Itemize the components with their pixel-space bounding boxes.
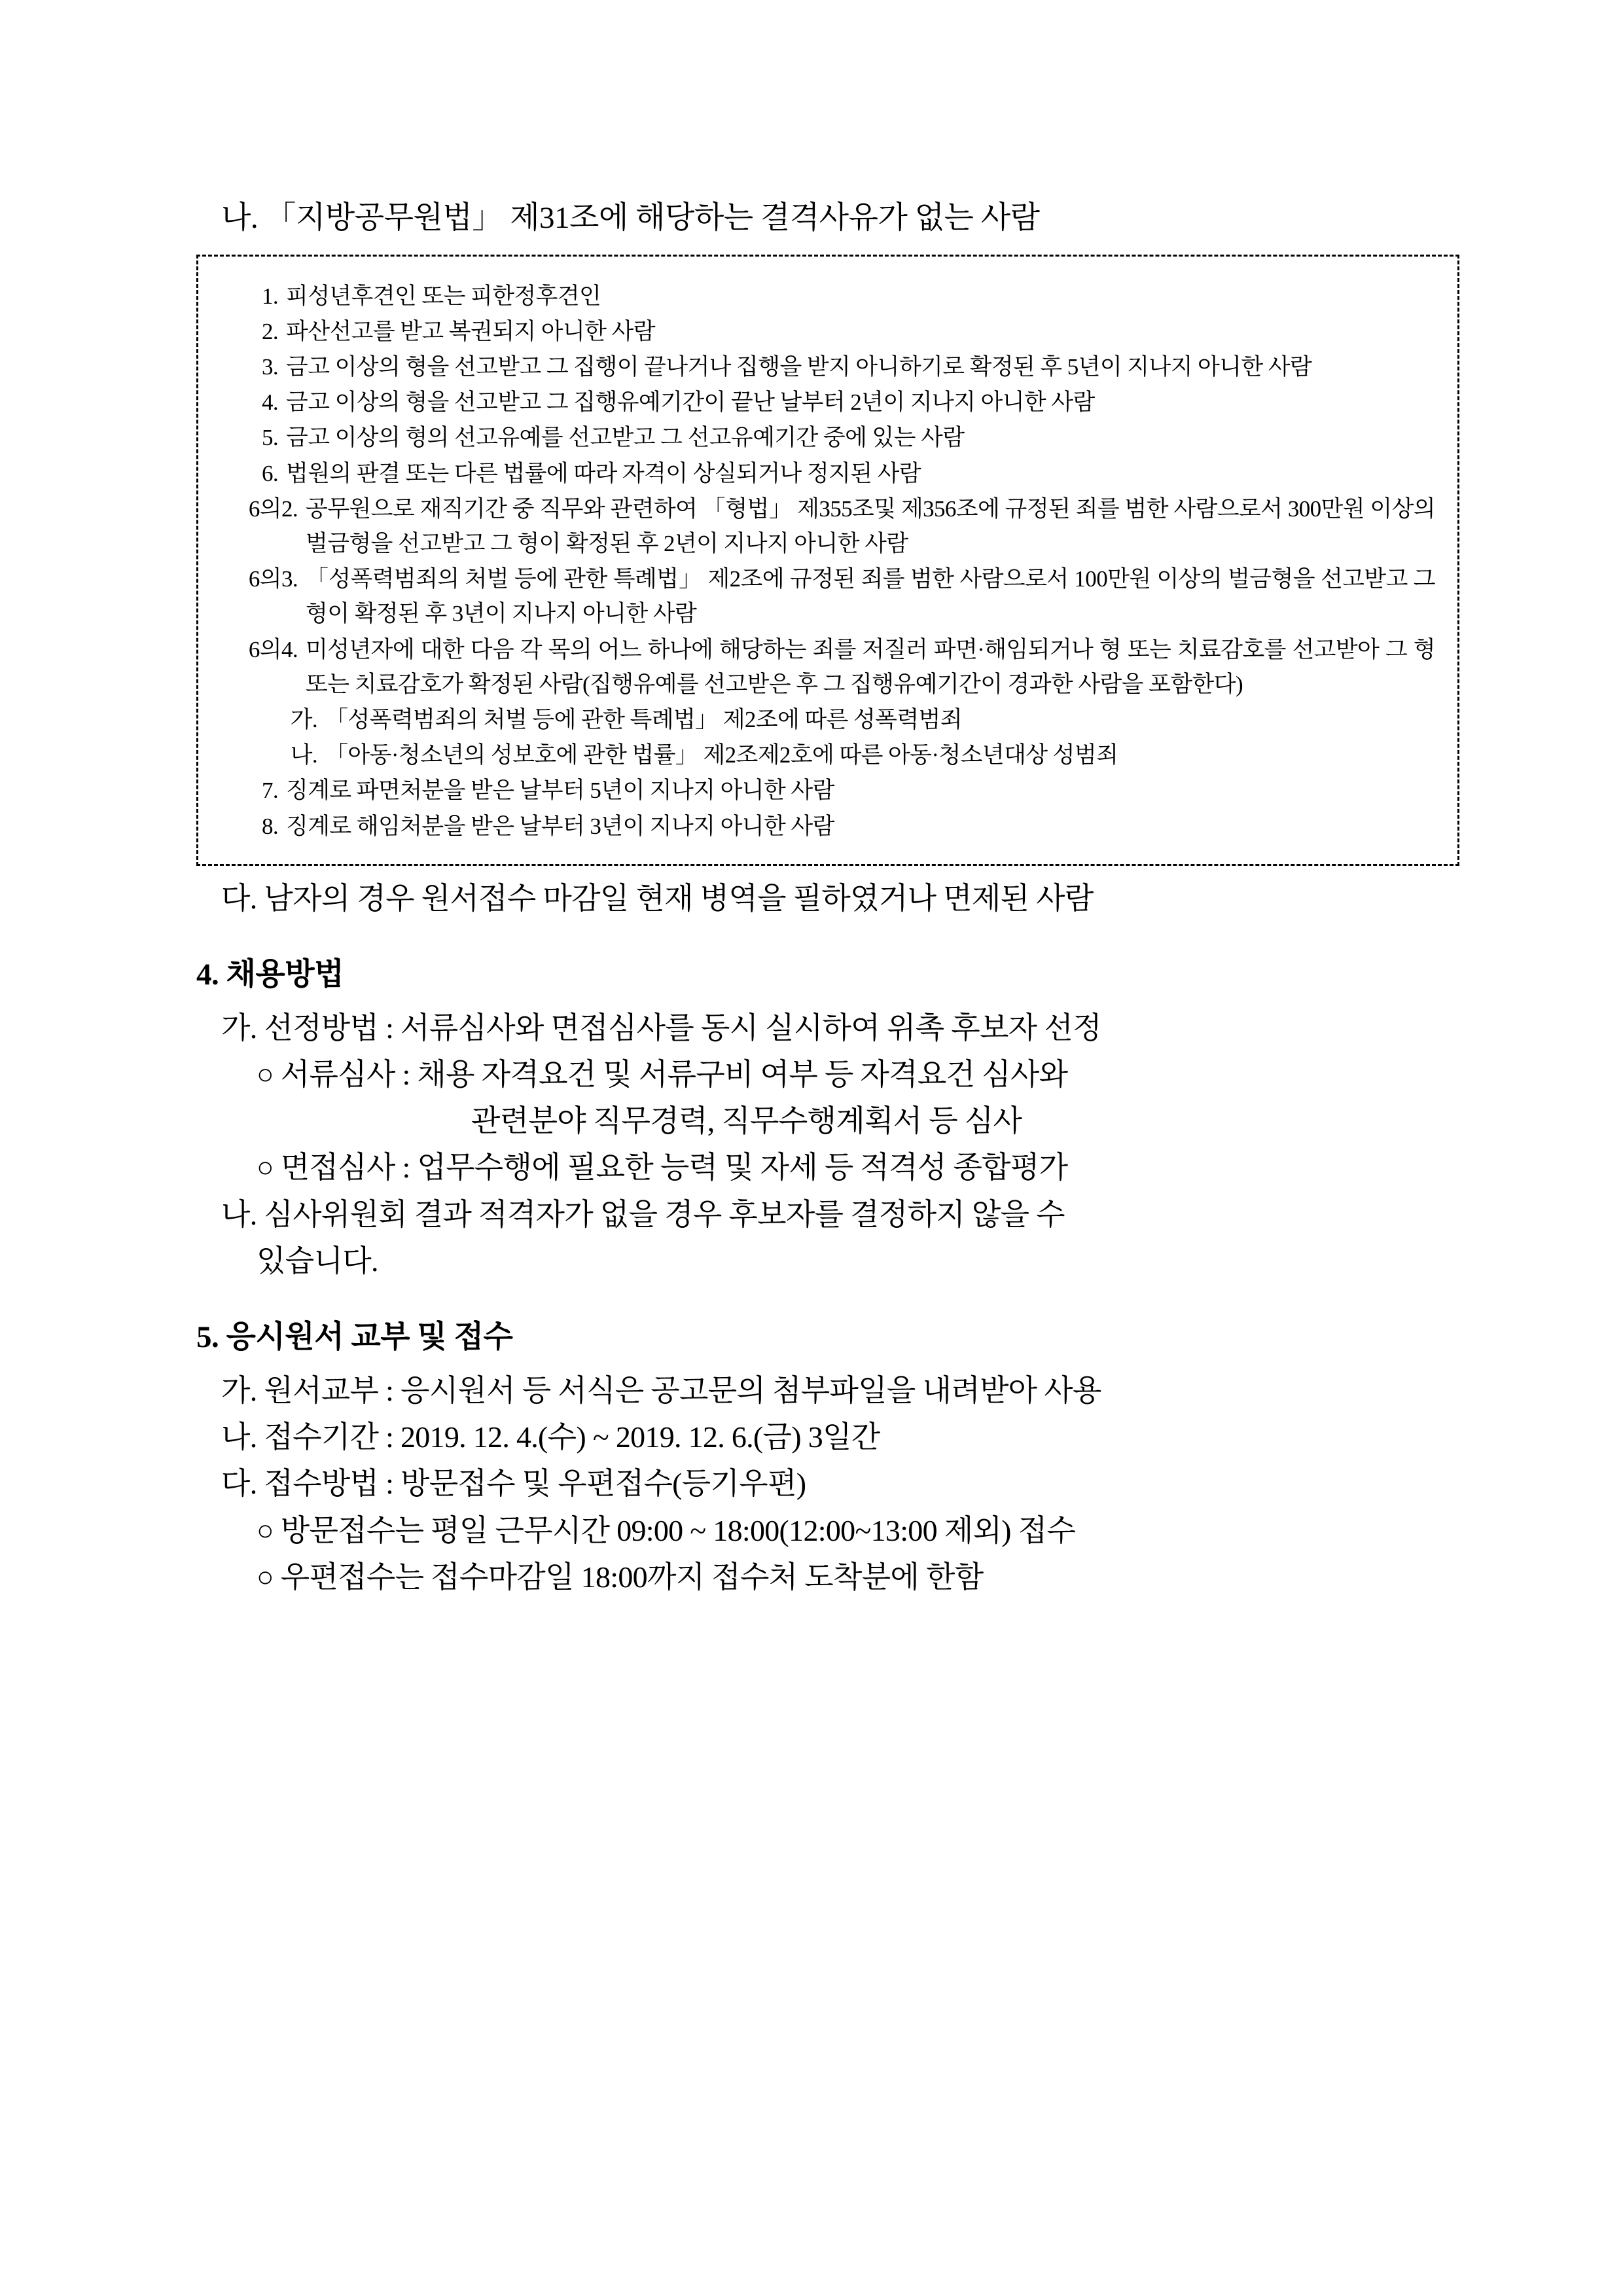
item-number: 5. xyxy=(261,425,278,451)
item-number: 6의3. xyxy=(248,566,298,592)
section-4-bullet-1-line-1 xyxy=(196,1051,1459,1098)
item-number: 1. xyxy=(261,283,278,309)
list-item xyxy=(227,456,1435,491)
item-text: 피성년후견인 또는 피한정후견인 xyxy=(286,283,601,309)
circle-bullet-icon: ○ xyxy=(257,1058,274,1090)
section-5-item-a: 가. 원서교부 : 응시원서 등 서식은 공고문의 첨부파일을 내려받아 사용 xyxy=(221,1373,1101,1407)
list-item xyxy=(227,562,1435,631)
list-item xyxy=(227,773,1435,808)
item-number: 7. xyxy=(261,778,278,804)
item-number: 4. xyxy=(261,389,278,416)
item-text: 금고 이상의 형의 선고유예를 선고받고 그 선고유예기간 중에 있는 사람 xyxy=(286,425,965,451)
item-text: 징계로 파면처분을 받은 날부터 5년이 지나지 아니한 사람 xyxy=(286,778,834,804)
item-number: 6. xyxy=(261,460,278,486)
list-item xyxy=(227,738,1435,772)
section-5-bullet-1 xyxy=(196,1507,1459,1554)
bullet-text: 방문접수는 평일 근무시간 09:00 ~ 18:00(12:00~13:00 제외) 접수 xyxy=(280,1513,1076,1547)
list-item xyxy=(227,809,1435,844)
circle-bullet-icon: ○ xyxy=(257,1514,274,1547)
eligibility-heading: 나. 「지방공무원법」 제31조에 해당하는 결격사유가 없는 사람 xyxy=(221,201,1040,235)
circle-bullet-icon: ○ xyxy=(257,1151,274,1184)
section-4-item-b-line-1: 나. 심사위원회 결과 적격자가 없을 경우 후보자를 결정하지 않을 수 xyxy=(221,1197,1065,1231)
section-4-bullet-2 xyxy=(196,1144,1459,1191)
item-number: 가. xyxy=(290,706,317,732)
bullet-text: 우편접수는 접수마감일 18:00까지 접수처 도착분에 한함 xyxy=(280,1560,984,1594)
bullet-text: 서류심사 : 채용 자격요건 및 서류구비 여부 등 자격요건 심사와 xyxy=(280,1057,1068,1091)
item-number: 2. xyxy=(261,318,278,344)
list-item xyxy=(227,279,1435,314)
list-item xyxy=(227,632,1435,702)
item-text: 「아동·청소년의 성보호에 관한 법률」 제2조제2호에 따른 아동·청소년대상 성범죄 xyxy=(325,742,1118,768)
item-text: 금고 이상의 형을 선고받고 그 집행유예기간이 끝난 날부터 2년이 지나지 아니한 사람 xyxy=(286,389,1095,416)
list-item xyxy=(227,385,1435,420)
section-5-item-b: 나. 접수기간 : 2019. 12. 4.(수) ~ 2019. 12. 6.(금) 3일간 xyxy=(221,1420,880,1454)
section-5-bullet-2 xyxy=(196,1554,1459,1600)
item-number: 6의4. xyxy=(248,636,298,662)
list-item xyxy=(227,420,1435,455)
item-number: 3. xyxy=(261,354,278,380)
section-5-title: 5. 응시원서 교부 및 접수 xyxy=(196,1320,513,1355)
list-item xyxy=(227,350,1435,384)
disqualification-box xyxy=(196,255,1459,866)
item-number: 6의2. xyxy=(248,495,298,522)
item-text: 「성폭력범죄의 처벌 등에 관한 특례법」 제2조에 따른 성폭력범죄 xyxy=(325,706,963,732)
list-item xyxy=(227,314,1435,349)
item-text: 공무원으로 재직기간 중 직무와 관련하여 「형법」 제355조및 제356조에 규정된 죄를 범한 사람으로서 300만원 이상의 벌금형을 선고받고 그 형이 확정된 후 2년이 지나지 아니한 사람 xyxy=(306,495,1435,557)
section-4-bullet-1-line-2: 관련분야 직무경력, 직무수행계획서 등 심사 xyxy=(471,1104,1022,1138)
section-4-item-a: 가. 선정방법 : 서류심사와 면접심사를 동시 실시하여 위촉 후보자 선정 xyxy=(221,1011,1101,1045)
item-text: 징계로 해임처분을 받은 날부터 3년이 지나지 아니한 사람 xyxy=(286,813,834,839)
military-service-clause: 다. 남자의 경우 원서접수 마감일 현재 병역을 필하였거나 면제된 사람 xyxy=(221,881,1094,915)
list-item xyxy=(227,492,1435,561)
item-text: 법원의 판결 또는 다른 법률에 따라 자격이 상실되거나 정지된 사람 xyxy=(286,460,921,486)
item-text: 금고 이상의 형을 선고받고 그 집행이 끝나거나 집행을 받지 아니하기로 확정된 후 5년이 지나지 아니한 사람 xyxy=(286,354,1312,380)
item-text: 파산선고를 받고 복권되지 아니한 사람 xyxy=(286,318,655,344)
section-4-item-b-line-2: 있습니다. xyxy=(257,1244,378,1278)
section-5-item-c: 다. 접수방법 : 방문접수 및 우편접수(등기우편) xyxy=(221,1467,806,1501)
bullet-text: 면접심사 : 업무수행에 필요한 능력 및 자세 등 적격성 종합평가 xyxy=(280,1151,1068,1185)
item-text: 미성년자에 대한 다음 각 목의 어느 하나에 해당하는 죄를 저질러 파면·해임되거나 형 또는 치료감호를 선고받아 그 형 또는 치료감호가 확정된 사람(집행유예를 선고받은 후 그 집행유예기간이 경과한 사람을 포함한다) xyxy=(306,636,1435,697)
list-item xyxy=(227,702,1435,737)
item-number: 나. xyxy=(290,742,317,768)
item-text: 「성폭력범죄의 처벌 등에 관한 특례법」 제2조에 규정된 죄를 범한 사람으로서 100만원 이상의 벌금형을 선고받고 그 형이 확정된 후 3년이 지나지 아니한 사람 xyxy=(306,566,1435,627)
circle-bullet-icon: ○ xyxy=(257,1561,274,1593)
item-number: 8. xyxy=(261,813,278,839)
section-4-title: 4. 채용방법 xyxy=(196,958,344,992)
